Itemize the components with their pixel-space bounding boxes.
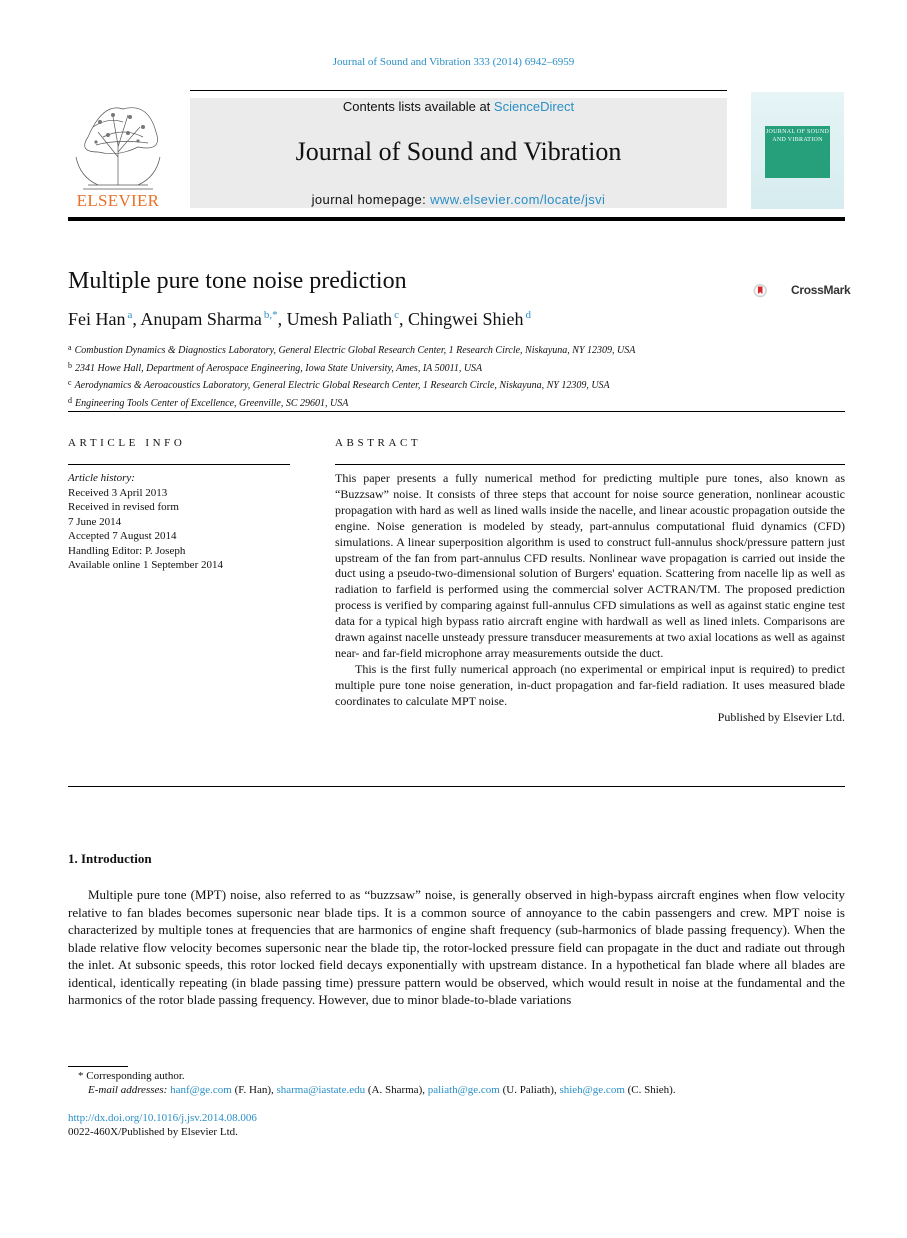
header-top-rule bbox=[190, 90, 727, 91]
email-link[interactable]: paliath@ge.com bbox=[427, 1084, 500, 1096]
section-divider bbox=[68, 411, 845, 412]
abstract-paragraph: This paper presents a fully numerical method for predicting multiple pure tones, also known as “Buzzsaw” noise. It consists of three steps that account for noise source generation, nonlinear acoustic propagation with hard as well as lined walls inside the nacelle, and linear acoustic propagation outside the engine. Noise generation is modeled by steady, part-annulus computational fluid dynamics (CFD) simulations. A linear superposition algorithm is used to construct full-annulus shock/pressure pattern just upstream of the fan from part-annulus CFD results. Nonlinear wave propagation is carried out inside the duct using a pseudo-two-dimensional solution of Burgers' equation. Scattering from nacelle lip as well as radiation to farfield is performed using the commercial solver ACTRAN/TM. The proposed prediction process is verified by comparing against full-annulus CFD simulations as well as against static engine test data for a typical high bypass ratio aircraft engine with hardwall as well as lined inlets. Comparisons are drawn against nacelle unsteady pressure transducer measurements at two axial locations as well as against near- and far-field microphone array measurements outside the duct. bbox=[335, 471, 845, 660]
history-line: Received in revised form bbox=[68, 501, 179, 513]
article-info-heading: ARTICLE INFO bbox=[68, 437, 186, 449]
affiliation-marker: d bbox=[68, 395, 72, 405]
author-affil-marker[interactable]: d bbox=[525, 309, 532, 321]
introduction-paragraph: Multiple pure tone (MPT) noise, also referred to as “buzzsaw” noise, is generally observed in high-bypass aircraft engines when flow velocity relative to fan blades becomes supersonic near blade tips. It is a common source of annoyance to the cabin passengers and crew. MPT noise is characterized by multiple tones at frequencies that are harmonics of engine shaft frequency (sub-harmonics of blade passing frequency). When the blade relative flow velocity becomes supersonic near the blade tip, the rotor-locked pressure field can propagate in the duct and radiate out through the inlet. At subsonic speeds, this rotor locked field decays exponentially with upstream distance. In a hypothetical fan blade where all blades are identical, identically repeating (in blade passing time) pressure pattern would be observed, which would result in noise at the fundamental and the harmonics of the rotor blade passing frequency. However, due to minor blade-to-blade variations bbox=[68, 887, 845, 1007]
corresponding-author-note: * Corresponding author. bbox=[78, 1070, 185, 1082]
history-label: Article history: bbox=[68, 472, 135, 484]
email-owner: (C. Shieh). bbox=[624, 1084, 676, 1096]
abstract-body bbox=[335, 471, 845, 726]
affiliation-text: Engineering Tools Center of Excellence, Greenville, SC 29601, USA bbox=[75, 397, 349, 409]
author-name[interactable]: Umesh Paliath bbox=[286, 309, 393, 329]
author-affil-marker[interactable]: a bbox=[127, 309, 133, 321]
affiliation-item bbox=[68, 394, 635, 412]
contents-line bbox=[190, 99, 727, 114]
email-link[interactable]: sharma@iastate.edu bbox=[276, 1084, 366, 1096]
doi-link[interactable]: http://dx.doi.org/10.1016/j.jsv.2014.08.006 bbox=[68, 1112, 257, 1124]
published-by: Published by Elsevier Ltd. bbox=[717, 709, 845, 724]
email-owner: (F. Han), bbox=[231, 1084, 277, 1096]
author-affil-marker[interactable]: b,* bbox=[263, 309, 278, 321]
introduction-heading: 1. Introduction bbox=[68, 851, 152, 866]
affiliation-text: Aerodynamics & Aeroacoustics Laboratory, General Electric Global Research Center, 1 Research Circle, Niskayuna, NY 12309, USA bbox=[74, 380, 610, 391]
paper-title: Multiple pure tone noise prediction bbox=[68, 268, 407, 294]
abstract-paragraph: This is the first fully numerical approach (no experimental or empirical input is required) to predict multiple pure tone noise generation, in-duct propagation and far-field radiation. It uses measured blade coordinates to calculate MPT noise. bbox=[335, 661, 845, 708]
author-name[interactable]: Chingwei Shieh bbox=[408, 309, 524, 329]
affiliation-item bbox=[68, 341, 635, 359]
author-name[interactable]: Fei Han bbox=[68, 309, 126, 329]
affiliation-marker: a bbox=[68, 343, 72, 352]
author-name[interactable]: Anupam Sharma bbox=[140, 309, 262, 329]
journal-reference[interactable]: Journal of Sound and Vibration 333 (2014) 6942–6959 bbox=[332, 56, 575, 68]
affiliation-item bbox=[68, 359, 635, 377]
history-line: Handling Editor: P. Joseph bbox=[68, 544, 186, 557]
cover-title-text: JOURNAL OF SOUND AND VIBRATION bbox=[765, 129, 830, 143]
homepage-line bbox=[190, 192, 727, 207]
email-link[interactable]: shieh@ge.com bbox=[559, 1084, 625, 1096]
email-owner: (A. Sharma), bbox=[365, 1084, 428, 1096]
abstract-rule bbox=[335, 464, 845, 465]
affiliation-text: 2341 Howe Hall, Department of Aerospace Engineering, Iowa State University, Ames, IA 50011, USA bbox=[75, 362, 483, 374]
affiliation-marker: b bbox=[68, 360, 72, 370]
article-history bbox=[68, 471, 290, 573]
elsevier-wordmark: ELSEVIER bbox=[76, 191, 160, 210]
affiliation-marker: c bbox=[68, 378, 72, 387]
contents-prefix: Contents lists available at bbox=[342, 99, 494, 114]
footnote-rule bbox=[68, 1066, 128, 1067]
email-owner: (U. Paliath), bbox=[499, 1084, 560, 1096]
issn-line: 0022-460X/Published by Elsevier Ltd. bbox=[68, 1126, 238, 1138]
abstract-heading: ABSTRACT bbox=[335, 437, 422, 449]
affiliations bbox=[68, 341, 635, 411]
history-line: Available online 1 September 2014 bbox=[68, 559, 223, 571]
history-line: Received 3 April 2013 bbox=[68, 486, 168, 499]
article-info-rule bbox=[68, 464, 290, 465]
history-line: 7 June 2014 bbox=[68, 515, 122, 528]
header-thick-rule bbox=[68, 217, 845, 221]
sciencedirect-link[interactable]: ScienceDirect bbox=[493, 99, 575, 114]
affiliation-item bbox=[68, 376, 635, 394]
author-affil-marker[interactable]: c bbox=[394, 309, 400, 321]
author-separator: , bbox=[399, 309, 409, 329]
history-line: Accepted 7 August 2014 bbox=[68, 530, 177, 542]
homepage-prefix: journal homepage: bbox=[311, 192, 431, 207]
email-label: E-mail addresses: bbox=[88, 1084, 168, 1096]
affiliation-text: Combustion Dynamics & Diagnostics Laboratory, General Electric Global Research Center, 1 Research Circle, Niskayuna, NY 12309, USA bbox=[74, 345, 636, 356]
crossmark-icon[interactable] bbox=[753, 272, 791, 310]
author-separator: , bbox=[132, 309, 141, 329]
crossmark-label[interactable]: CrossMark bbox=[791, 283, 851, 297]
journal-title: Journal of Sound and Vibration bbox=[295, 137, 622, 166]
email-addresses bbox=[68, 1083, 676, 1098]
author-list bbox=[68, 309, 531, 330]
section-divider bbox=[68, 786, 845, 787]
homepage-link[interactable]: www.elsevier.com/locate/jsvi bbox=[430, 192, 606, 207]
author-separator: , bbox=[277, 309, 287, 329]
email-link[interactable]: hanf@ge.com bbox=[170, 1084, 232, 1096]
